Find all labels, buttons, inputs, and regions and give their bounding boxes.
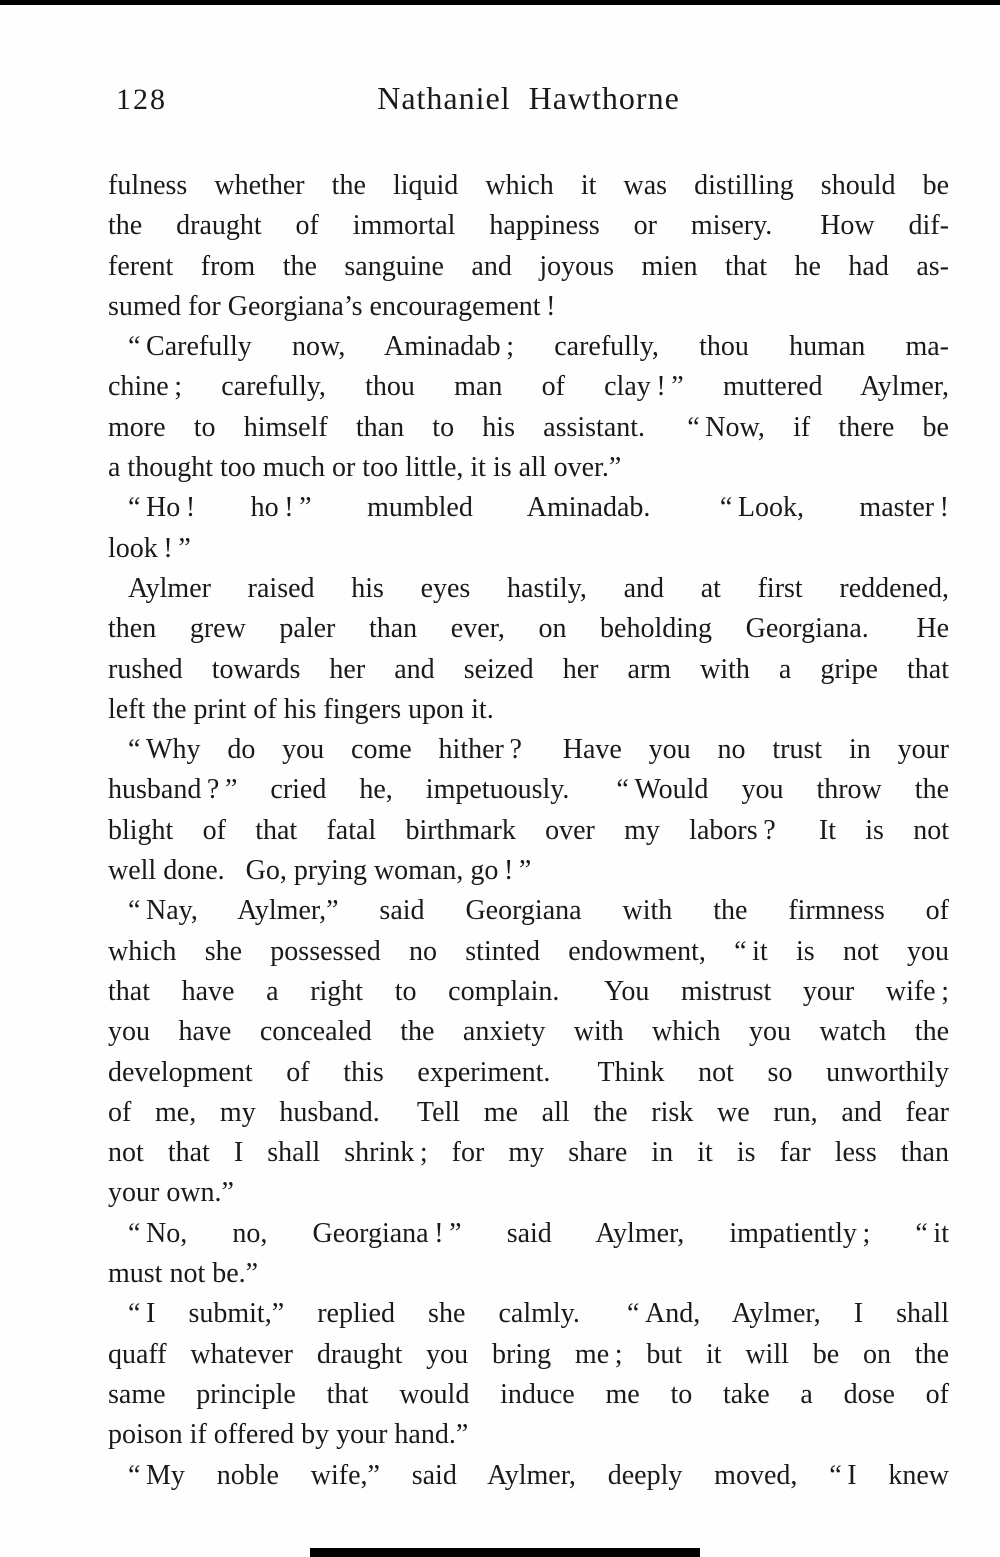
text-line: that have a right to complain. You mistrust your wife ; (108, 975, 949, 1007)
paragraph (108, 327, 949, 488)
text-line: “ Carefully now, Aminadab ; carefully, thou human ma- (128, 331, 949, 363)
text-line: development of this experiment. Think not so unworthily (108, 1056, 949, 1088)
text-line: sumed for Georgiana’s encouragement ! (108, 290, 556, 322)
text-line: you have concealed the anxiety with which you watch the (108, 1016, 949, 1048)
paragraph (108, 1456, 949, 1496)
text-line: “ Why do you come hither ? Have you no trust in your (128, 734, 949, 766)
paragraph (108, 488, 949, 569)
paragraph (108, 1294, 949, 1455)
paragraph (108, 569, 949, 730)
text-line: your own.” (108, 1177, 234, 1209)
paragraph (108, 1214, 949, 1295)
text-line: of me, my husband. Tell me all the risk we run, and fear (108, 1096, 949, 1128)
text-line: “ Nay, Aylmer,” said Georgiana with the firmness of (128, 895, 949, 927)
text-line: look ! ” (108, 532, 191, 564)
text-line: not that I shall shrink ; for my share in it is far less than (108, 1137, 949, 1169)
text-line: “ My noble wife,” said Aylmer, deeply moved, “ I knew (128, 1459, 949, 1491)
text-line: ferent from the sanguine and joyous mien that he had as- (108, 250, 949, 282)
text-line: the draught of immortal happiness or misery. How dif- (108, 210, 949, 242)
text-line: left the print of his fingers upon it. (108, 693, 494, 725)
text-line: which she possessed no stinted endowment, “ it is not you (108, 935, 949, 967)
text-line: well done. Go, prying woman, go ! ” (108, 855, 532, 887)
paragraph (108, 891, 949, 1213)
text-line: rushed towards her and seized her arm with a gripe that (108, 653, 949, 685)
paragraph (108, 166, 949, 327)
text-line: quaff whatever draught you bring me ; but it will be on the (108, 1338, 949, 1370)
text-line: more to himself than to his assistant. “ Now, if there be (108, 411, 949, 443)
text-line: blight of that fatal birthmark over my labors ? It is not (108, 814, 949, 846)
text-line: “ I submit,” replied she calmly. “ And, Aylmer, I shall (128, 1298, 949, 1330)
text-line: “ Ho ! ho ! ” mumbled Aminadab. “ Look, master ! (128, 492, 949, 524)
page-header (108, 80, 949, 126)
text-line: husband ? ” cried he, impetuously. “ Would you throw the (108, 774, 949, 806)
paragraph (108, 730, 949, 891)
body-text-block (108, 166, 949, 1496)
text-line: then grew paler than ever, on beholding Georgiana. He (108, 613, 949, 645)
text-line: chine ; carefully, thou man of clay ! ” muttered Aylmer, (108, 371, 949, 403)
text-line: Aylmer raised his eyes hastily, and at first reddened, (128, 572, 949, 604)
scan-bottom-edge-artifact (310, 1548, 700, 1557)
text-line: poison if offered by your hand.” (108, 1419, 469, 1451)
text-line: must not be.” (108, 1258, 259, 1290)
text-line: a thought too much or too little, it is all over.” (108, 452, 622, 484)
page-number: 128 (116, 83, 167, 116)
text-line: fulness whether the liquid which it was distilling should be (108, 170, 949, 201)
running-head-title: Nathaniel Hawthorne (377, 80, 680, 116)
text-line: “ No, no, Georgiana ! ” said Aylmer, impatiently ; “ it (128, 1217, 949, 1249)
text-line: same principle that would induce me to take a dose of (108, 1378, 949, 1410)
scan-top-edge-artifact (0, 0, 1000, 5)
